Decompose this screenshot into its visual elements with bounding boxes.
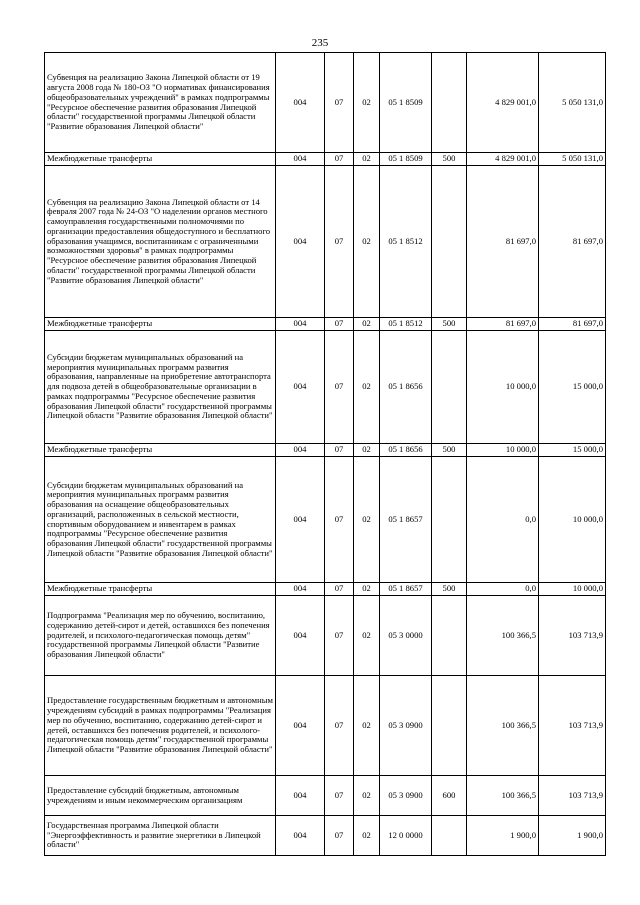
amount-year-1: 0,0 [467, 583, 539, 596]
grbs-code: 004 [276, 53, 325, 153]
row-name: Субсидии бюджетам муниципальных образований на мероприятия муниципальных программ развития образования на оснащение общеобразовательных организаций, расположенных в сельской местности, спортивным оборудованием и инвентарем в рамках подпрограммы "Ресурсное обеспечение развития образования Липецкой области" государственной программы Липецкой области "Развитие образования Липецкой области" [45, 457, 276, 583]
amount-year-2: 10 000,0 [539, 457, 606, 583]
amount-year-2: 15 000,0 [539, 331, 606, 444]
row-name: Межбюджетные трансферты [45, 153, 276, 166]
grbs-code: 004 [276, 457, 325, 583]
amount-year-2: 15 000,0 [539, 444, 606, 457]
page-number: 235 [311, 37, 329, 49]
amount-year-1: 100 366,5 [467, 776, 539, 816]
table-row [45, 816, 606, 856]
grbs-code: 004 [276, 816, 325, 856]
subsection-code: 02 [354, 444, 380, 457]
grbs-code: 004 [276, 166, 325, 318]
grbs-code: 004 [276, 676, 325, 776]
amount-year-1: 100 366,5 [467, 596, 539, 676]
amount-year-1: 10 000,0 [467, 444, 539, 457]
row-name: Субвенция на реализацию Закона Липецкой области от 14 февраля 2007 года № 24-ОЗ "О наделении органов местного самоуправления государственными полномочиями по организации предоставления общедоступного и бесплатного образования учащимся, воспитанникам с ограниченными возможностями здоровья" в рамках подпрограммы "Ресурсное обеспечение развития образования Липецкой области" государственной программы Липецкой области "Развитие образования Липецкой области" [45, 166, 276, 318]
target-article-code: 05 3 0000 [380, 596, 432, 676]
amount-year-1: 81 697,0 [467, 166, 539, 318]
amount-year-2: 10 000,0 [539, 583, 606, 596]
expense-type-code [432, 166, 467, 318]
row-name: Государственная программа Липецкой области "Энергоэффективность и развитие энергетики в Липецкой области" [45, 816, 276, 856]
table-row [45, 676, 606, 776]
amount-year-2: 81 697,0 [539, 166, 606, 318]
table-row [45, 596, 606, 676]
expense-type-code [432, 331, 467, 444]
budget-table [44, 52, 606, 856]
row-name: Предоставление субсидий бюджетным, автономным учреждениям и иным некоммерческим организациям [45, 776, 276, 816]
amount-year-2: 103 713,9 [539, 596, 606, 676]
section-code: 07 [325, 816, 354, 856]
target-article-code: 05 1 8509 [380, 153, 432, 166]
amount-year-1: 1 900,0 [467, 816, 539, 856]
target-article-code: 05 1 8656 [380, 331, 432, 444]
target-article-code: 05 1 8657 [380, 457, 432, 583]
target-article-code: 05 1 8657 [380, 583, 432, 596]
target-article-code: 12 0 0000 [380, 816, 432, 856]
section-code: 07 [325, 153, 354, 166]
amount-year-2: 81 697,0 [539, 318, 606, 331]
expense-type-code [432, 53, 467, 153]
section-code: 07 [325, 166, 354, 318]
subsection-code: 02 [354, 583, 380, 596]
amount-year-2: 1 900,0 [539, 816, 606, 856]
amount-year-1: 0,0 [467, 457, 539, 583]
table-row [45, 318, 606, 331]
section-code: 07 [325, 676, 354, 776]
expense-type-code [432, 676, 467, 776]
amount-year-1: 4 829 001,0 [467, 153, 539, 166]
section-code: 07 [325, 583, 354, 596]
section-code: 07 [325, 331, 354, 444]
expense-type-code: 500 [432, 153, 467, 166]
grbs-code: 004 [276, 444, 325, 457]
target-article-code: 05 3 0900 [380, 776, 432, 816]
grbs-code: 004 [276, 153, 325, 166]
row-name: Межбюджетные трансферты [45, 318, 276, 331]
row-name: Предоставление государственным бюджетным и автономным учреждениям субсидий в рамках подпрограммы "Реализация мер по обучению, воспитанию, содержанию детей-сирот и детей, оставшихся без попечения родителей, и психолого-педагогическая помощь детям" государственной программы Липецкой области "Развитие образования Липецкой области" [45, 676, 276, 776]
target-article-code: 05 1 8509 [380, 53, 432, 153]
subsection-code: 02 [354, 166, 380, 318]
subsection-code: 02 [354, 153, 380, 166]
row-name: Межбюджетные трансферты [45, 583, 276, 596]
subsection-code: 02 [354, 676, 380, 776]
expense-type-code [432, 596, 467, 676]
target-article-code: 05 3 0900 [380, 676, 432, 776]
subsection-code: 02 [354, 331, 380, 444]
row-name: Субсидии бюджетам муниципальных образований на мероприятия муниципальных программ развития образования, направленные на приобретение автотранспорта для подвоза детей в общеобразовательные организации в рамках подпрограммы "Ресурсное обеспечение развития образования Липецкой области" государственной программы Липецкой области "Развитие образования Липецкой области" [45, 331, 276, 444]
subsection-code: 02 [354, 53, 380, 153]
table-row [45, 166, 606, 318]
expense-type-code: 500 [432, 444, 467, 457]
table-row [45, 153, 606, 166]
section-code: 07 [325, 444, 354, 457]
table-row [45, 444, 606, 457]
target-article-code: 05 1 8512 [380, 166, 432, 318]
amount-year-2: 5 050 131,0 [539, 153, 606, 166]
amount-year-2: 103 713,9 [539, 776, 606, 816]
amount-year-1: 81 697,0 [467, 318, 539, 331]
row-name: Межбюджетные трансферты [45, 444, 276, 457]
subsection-code: 02 [354, 596, 380, 676]
table-row [45, 331, 606, 444]
section-code: 07 [325, 776, 354, 816]
subsection-code: 02 [354, 776, 380, 816]
expense-type-code: 500 [432, 583, 467, 596]
subsection-code: 02 [354, 816, 380, 856]
grbs-code: 004 [276, 331, 325, 444]
amount-year-2: 103 713,9 [539, 676, 606, 776]
row-name: Субвенция на реализацию Закона Липецкой области от 19 августа 2008 года № 180-ОЗ "О нормативах финансирования общеобразовательных учреждений" в рамках подпрограммы "Ресурсное обеспечение развития образования Липецкой области" государственной программы Липецкой области "Развитие образования Липецкой области" [45, 53, 276, 153]
table-row [45, 583, 606, 596]
expense-type-code: 600 [432, 776, 467, 816]
section-code: 07 [325, 457, 354, 583]
row-name: Подпрограмма "Реализация мер по обучению, воспитанию, содержанию детей-сирот и детей, оставшихся без попечения родителей, и психолого-педагогическая помощь детям" государственной программы Липецкой области "Развитие образования Липецкой области" [45, 596, 276, 676]
expense-type-code [432, 457, 467, 583]
subsection-code: 02 [354, 318, 380, 331]
section-code: 07 [325, 596, 354, 676]
expense-type-code: 500 [432, 318, 467, 331]
target-article-code: 05 1 8512 [380, 318, 432, 331]
target-article-code: 05 1 8656 [380, 444, 432, 457]
table-row [45, 776, 606, 816]
grbs-code: 004 [276, 776, 325, 816]
grbs-code: 004 [276, 318, 325, 331]
amount-year-1: 4 829 001,0 [467, 53, 539, 153]
expense-type-code [432, 816, 467, 856]
amount-year-1: 100 366,5 [467, 676, 539, 776]
table-row [45, 457, 606, 583]
amount-year-1: 10 000,0 [467, 331, 539, 444]
amount-year-2: 5 050 131,0 [539, 53, 606, 153]
table-row [45, 53, 606, 153]
grbs-code: 004 [276, 596, 325, 676]
section-code: 07 [325, 53, 354, 153]
subsection-code: 02 [354, 457, 380, 583]
grbs-code: 004 [276, 583, 325, 596]
section-code: 07 [325, 318, 354, 331]
